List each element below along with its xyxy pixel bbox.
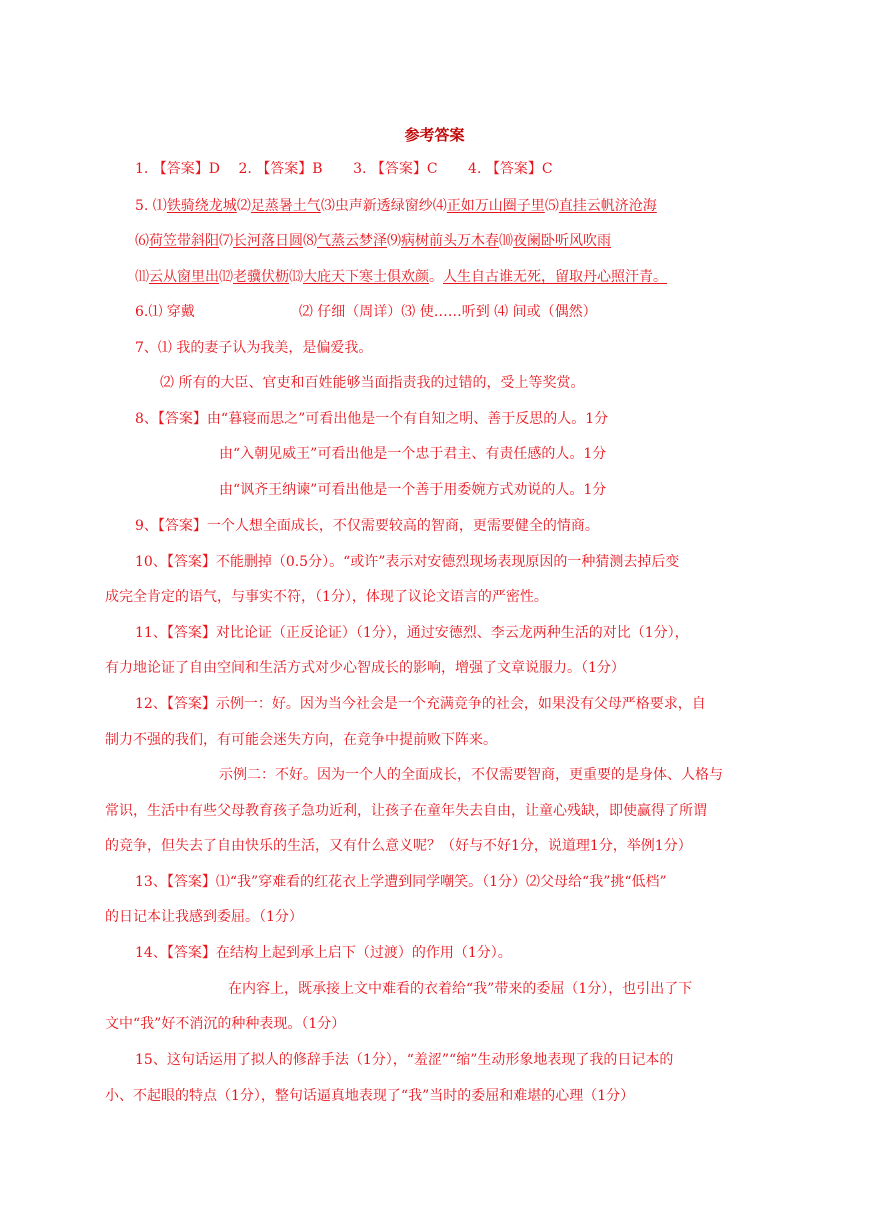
- page-title: 参考答案: [404, 126, 465, 144]
- q5-blank-13: 大庇天下寒士俱欢颜: [303, 269, 429, 285]
- answer-12-line-5: 的竞争，但失去了自由快乐的生活，又有什么意义呢？（好与不好1分，说道理1分，举例1分）: [105, 838, 692, 854]
- q5-mark-10: ⑽: [499, 233, 513, 249]
- q5-mark-7: ⑺: [219, 233, 233, 249]
- answer-7-line-2: ⑵ 所有的大臣、官吏和百姓能够当面指责我的过错的，受上等奖赏。: [160, 375, 585, 391]
- answer-7-line-1: 7、⑴ 我的妻子认为我美，是偏爱我。: [135, 340, 373, 356]
- q5-blank-4: 正如万山圈子里: [446, 198, 545, 214]
- q5-blank-6: 荷笠带斜阳: [149, 233, 219, 249]
- q5-mark-13: ⒀: [289, 269, 303, 285]
- answer-14-line-3: 文中“我”好不消沉的种种表现。（1分）: [105, 1016, 346, 1032]
- answer-10-line-2: 成完全肯定的语气，与事实不符，（1分），体现了议论文语言的严密性。: [105, 589, 548, 605]
- answer-11-line-1: 11、【答案】对比论证（正反论证）（1分），通过安德烈、李云龙两种生活的对比（1分），: [135, 625, 689, 641]
- answer-14-line-1: 14、【答案】在结构上起到承上启下（过渡）的作用（1分）。: [135, 945, 512, 961]
- q5-mark-9: ⑼: [387, 233, 401, 249]
- q6-part-1: 6.⑴ 穿戴: [135, 304, 195, 320]
- q5-mark-11: ⑾: [135, 269, 149, 285]
- q5-mark-2: ⑵: [236, 198, 251, 214]
- answer-8-line-2: 由“入朝见威王”可看出他是一个忠于君主、有责任感的人。1分: [219, 446, 607, 462]
- answer-5-line-1: [135, 197, 657, 215]
- q5-blank-7: 长河落日圆: [233, 233, 303, 249]
- answer-8-line-1: 8、【答案】由“暮寝而思之”可看出他是一个有自知之明、善于反思的人。1分: [135, 411, 609, 427]
- q6-part-2-4: ⑵ 仔细（周详）⑶ 使……听到 ⑷ 间或（偶然）: [298, 304, 597, 320]
- answer-10-line-1: 10、【答案】不能删掉（0.5分）。“或许”表示对安德烈现场表现原因的一种猜测去掉后变: [135, 554, 680, 570]
- answer-2: 2. 【答案】B: [238, 161, 323, 177]
- q5-blank-2: 足蒸暑土气: [250, 198, 321, 214]
- answer-11-line-2: 有力地论证了自由空间和生活方式对少心智成长的影响，增强了文章说服力。（1分）: [105, 660, 625, 676]
- q5-blank-5: 直挂云帆济沧海: [558, 198, 657, 214]
- q5-blank-9: 病树前头万木春: [401, 233, 499, 249]
- q5-comma: ，: [541, 269, 555, 285]
- answer-5-line-3: [135, 268, 667, 286]
- q5-mark-6: ⑹: [135, 233, 149, 249]
- answer-8-line-3: 由“讽齐王纳谏”可看出他是一个善于用委婉方式劝说的人。1分: [219, 482, 607, 498]
- q5-mark-5: ⑸: [544, 198, 559, 214]
- q5-line-3-4: ⑶虫声新透绿窗纱⑷: [320, 198, 447, 214]
- answer-12-line-2: 制力不强的我们，有可能会迷失方向，在竞争中提前败下阵来。: [105, 732, 497, 748]
- answers-1-to-4: [135, 160, 553, 178]
- answer-15-line-2: 小、不起眼的特点（1分），整句话逼真地表现了“我”当时的委屈和难堪的心理（1分）: [105, 1088, 635, 1104]
- q5-mark-12: ⑿: [219, 269, 233, 285]
- q5-number: 5. ⑴: [135, 198, 167, 214]
- q5-blank-1: 铁骑绕龙城: [166, 198, 237, 214]
- q5-blank-11: 云从窗里出: [149, 269, 219, 285]
- q5-blank-14b: 留取丹心照汗青。: [555, 269, 667, 285]
- q5-period: 。: [429, 269, 443, 285]
- answer-15-line-1: 15、这句话运用了拟人的修辞手法（1分），“羞涩”“缩”生动形象地表现了我的日记本的: [135, 1052, 674, 1068]
- q5-blank-12: 老骥伏枥: [233, 269, 289, 285]
- answer-9: 9、【答案】一个人想全面成长，不仅需要较高的智商，更需要健全的情商。: [135, 518, 599, 534]
- q5-blank-10: 夜阑卧听风吹雨: [513, 233, 611, 249]
- answer-1: 1. 【答案】D: [135, 161, 221, 177]
- answer-6: [135, 303, 597, 321]
- answer-12-line-4: 常识，生活中有些父母教育孩子急功近利，让孩子在童年失去自由，让童心残缺，即使赢得了所谓: [105, 803, 707, 819]
- answer-13-line-1: 13、【答案】⑴“我”穿难看的红花衣上学遭到同学嘲笑。（1分）⑵父母给“我”挑“低档”: [135, 874, 667, 890]
- answer-12-line-1: 12、【答案】示例一：好。因为当今社会是一个充满竞争的社会，如果没有父母严格要求，自: [135, 696, 706, 712]
- q5-blank-8: 气蒸云梦泽: [317, 233, 387, 249]
- answer-3: 3. 【答案】C: [353, 161, 438, 177]
- answer-14-line-2: 在内容上，既承接上文中难看的衣着给“我”带来的委屈（1分），也引出了下: [228, 981, 693, 997]
- q5-blank-14a: 人生自古谁无死: [443, 269, 541, 285]
- answer-5-line-2: [135, 232, 611, 250]
- answer-4: 4. 【答案】C: [468, 161, 553, 177]
- answer-13-line-2: 的日记本让我感到委屈。（1分）: [105, 909, 303, 925]
- q5-mark-8: ⑻: [303, 233, 317, 249]
- answer-12-line-3: 示例二：不好。因为一个人的全面成长，不仅需要智商，更重要的是身体、人格与: [219, 767, 723, 783]
